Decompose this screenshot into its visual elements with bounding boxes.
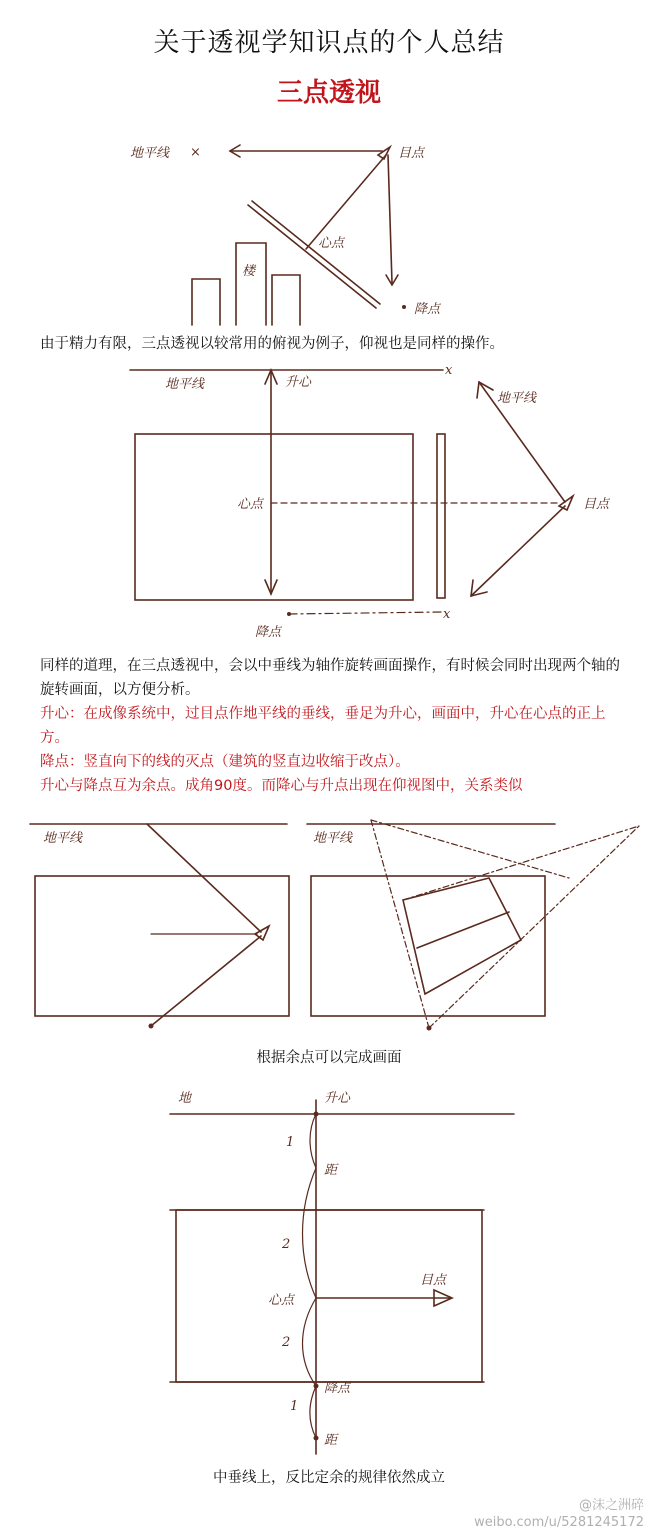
fig4-descend-dot	[314, 1384, 319, 1389]
fig1-eye-label: 目点	[398, 146, 425, 161]
fig1-descend-label: 降点	[414, 302, 441, 317]
watermark	[474, 1497, 644, 1531]
fig4-n2a: 2	[282, 1237, 291, 1252]
figure-3-sketch	[25, 808, 645, 1038]
figure-2-sketch	[125, 360, 635, 650]
paragraph-1: 由于精力有限，三点透视以较常用的俯视为例子，仰视也是同样的操作。	[40, 336, 504, 352]
fig4-eye-label: 目点	[420, 1273, 447, 1288]
para2-rise-def: 升心：在成像系统中，过目点作地平线的垂线，垂足为升心，画面中，升心在心点的正上方。	[40, 706, 606, 746]
watermark-user: @沫之洲碎	[578, 1498, 644, 1513]
fig4-n1: 1	[286, 1135, 295, 1150]
fig4-dist-bottom: 距	[324, 1433, 338, 1448]
fig4-rise-dot	[314, 1112, 319, 1117]
fig2-eye-mark	[559, 496, 573, 510]
fig3-right-box	[403, 878, 521, 994]
fig3-right-horizon-label: 地平线	[313, 831, 353, 846]
watermark-url: weibo.com/u/5281245172	[474, 1515, 644, 1530]
fig1-picture-plane	[248, 205, 376, 308]
para2-complement: 升心与降点互为余点。成角90度。而降心与升点出现在仰视图中，关系类似	[40, 778, 523, 794]
fig3-left-descend-dot	[149, 1024, 154, 1029]
fig2-descend-line	[289, 612, 441, 614]
figure-3-caption: 根据余点可以完成画面	[256, 1050, 402, 1066]
fig2-picture-frame	[135, 434, 413, 600]
fig3-left-up	[147, 824, 261, 932]
fig4-dist-top: 距	[324, 1163, 338, 1178]
figure-1-sketch	[120, 125, 450, 335]
fig3-right-v4	[403, 826, 639, 900]
page-title: 关于透视学知识点的个人总结	[153, 28, 505, 58]
fig3-left-horizon-label: 地平线	[43, 831, 83, 846]
fig2-eye-label: 目点	[583, 497, 610, 512]
fig1-heart-label: 心点	[318, 236, 345, 251]
fig4-n2b: 2	[282, 1335, 291, 1350]
fig3-left-down	[151, 936, 261, 1026]
fig1-x-label: ×	[190, 145, 201, 160]
fig4-horizon-label: 地	[178, 1091, 192, 1106]
figure-4-caption: 中垂线上，反比定余的规律依然成立	[213, 1470, 445, 1486]
fig1-vertical-line	[388, 155, 392, 283]
para2-intro: 同样的道理，在三点透视中，会以中垂线为轴作旋转画面操作，有时候会同时出现两个轴的旋转画面，以方便分析。	[40, 658, 620, 698]
fig1-building-c	[272, 275, 300, 325]
fig1-horizon-label: 地平线	[130, 146, 170, 161]
fig2-down-sight	[471, 506, 565, 596]
fig4-descend-label: 降点	[324, 1381, 351, 1396]
fig3-right-box-mid	[417, 912, 509, 948]
page-subtitle: 三点透视	[276, 78, 381, 108]
fig1-building-b	[236, 243, 266, 325]
fig2-heart-label: 心点	[237, 497, 264, 512]
fig4-n1b: 1	[290, 1399, 299, 1414]
fig2-x-bottom: x	[443, 607, 451, 622]
figure-4-sketch	[160, 1080, 530, 1460]
fig4-arc-3	[303, 1298, 317, 1386]
fig4-rise-label: 升心	[324, 1091, 351, 1106]
fig3-left-frame	[35, 876, 289, 1016]
fig2-x-top: x	[445, 363, 453, 378]
fig3-right-descend-dot	[427, 1026, 432, 1031]
fig4-heart-label: 心点	[268, 1293, 295, 1308]
paragraph-2	[40, 654, 630, 798]
fig2-rotated-plane	[437, 434, 445, 598]
fig4-arc-4	[310, 1386, 316, 1438]
fig1-sight-line	[306, 155, 386, 249]
fig4-picture-frame	[176, 1210, 482, 1382]
fig1-descend-dot	[402, 305, 406, 309]
fig4-arc-1	[310, 1114, 316, 1168]
fig3-right-v2	[371, 820, 569, 878]
fig3-right-v1	[371, 820, 429, 1028]
fig1-building-label: 楼	[242, 264, 256, 279]
fig4-arc-2	[303, 1168, 317, 1298]
fig2-rise-label: 升心	[285, 375, 312, 390]
fig4-dist-dot	[314, 1436, 319, 1441]
fig2-horizon-label: 地平线	[165, 377, 205, 392]
fig1-building-a	[192, 279, 220, 325]
fig2-horizon-right: 地平线	[497, 391, 537, 406]
fig2-descend-label: 降点	[255, 625, 282, 640]
para2-descend-def: 降点：竖直向下的线的灭点（建筑的竖直边收缩于改点）。	[40, 754, 410, 770]
fig3-right-v3	[429, 826, 639, 1028]
